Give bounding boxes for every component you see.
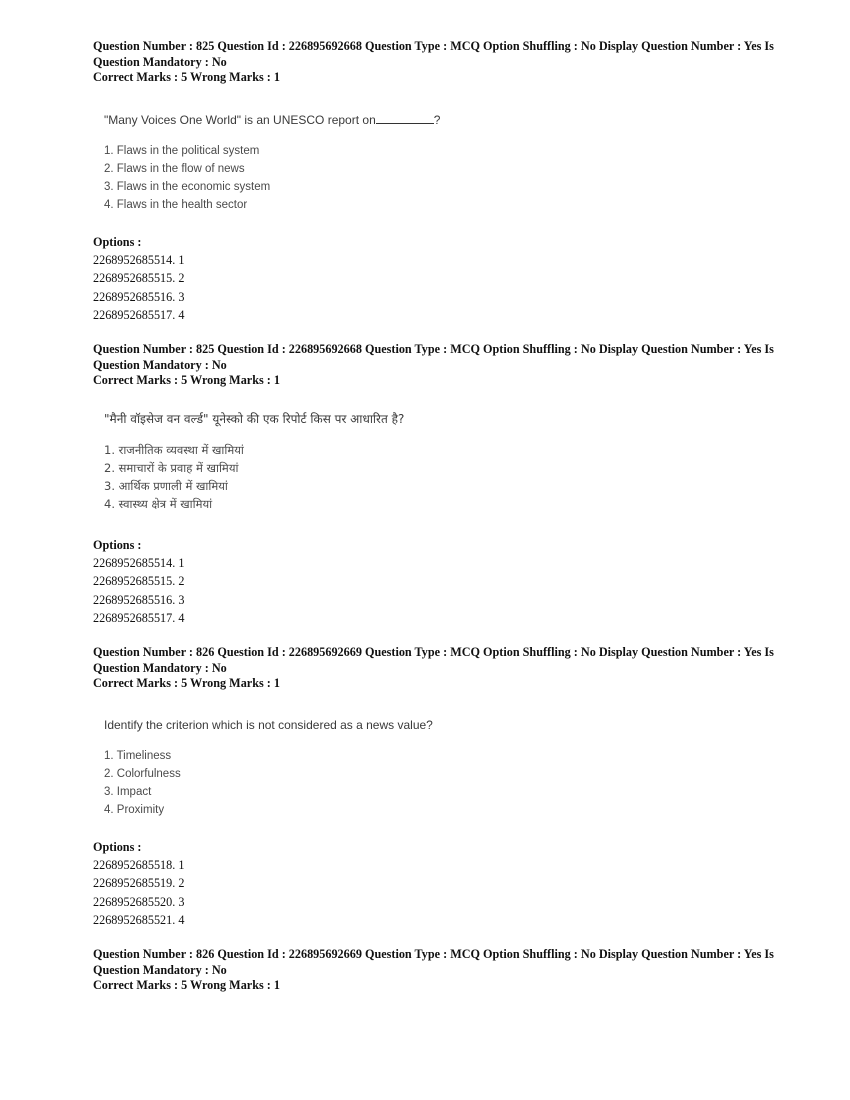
question-mandatory-line: Question Mandatory : No bbox=[93, 54, 227, 69]
options-title: Options : bbox=[93, 840, 142, 854]
question-option: 2. Colorfulness bbox=[104, 768, 181, 780]
question-header bbox=[93, 342, 773, 389]
question-meta-line: Question Number : 825 Question Id : 226895692668 Question Type : MCQ Option Shuffling : No Display Question Number : Yes Is bbox=[93, 39, 774, 53]
question-header bbox=[93, 645, 773, 692]
option-id: 2268952685520. 3 bbox=[93, 894, 185, 909]
question-options-list bbox=[104, 441, 404, 513]
marks-line: Correct Marks : 5 Wrong Marks : 1 bbox=[93, 676, 280, 690]
option-id: 2268952685521. 4 bbox=[93, 912, 185, 927]
question-meta-line: Question Number : 825 Question Id : 226895692668 Question Type : MCQ Option Shuffling : No Display Question Number : Yes Is bbox=[93, 342, 774, 356]
question-option: 1. राजनीतिक व्यवस्था में खामियां bbox=[104, 443, 244, 457]
option-id: 2268952685519. 2 bbox=[93, 876, 185, 891]
question-mandatory-line: Question Mandatory : No bbox=[93, 660, 227, 675]
question-options-list bbox=[104, 142, 440, 214]
question-image bbox=[104, 113, 440, 214]
question-option: 3. आर्थिक प्रणाली में खामियां bbox=[104, 479, 228, 493]
options-section bbox=[93, 838, 184, 929]
question-header bbox=[93, 39, 773, 86]
options-title: Options : bbox=[93, 235, 142, 249]
question-option: 1. Timeliness bbox=[104, 750, 172, 762]
question-header bbox=[93, 947, 773, 994]
question-text: "मैनी वॉइसेज वन वर्ल्ड" यूनेस्को की एक रिपोर्ट किस पर आधारित है? bbox=[104, 412, 405, 426]
answer-blank bbox=[376, 113, 434, 124]
question-mandatory-line: Question Mandatory : No bbox=[93, 357, 227, 372]
question-text: Identify the criterion which is not considered as a news value? bbox=[104, 718, 433, 732]
option-id: 2268952685518. 1 bbox=[93, 858, 185, 873]
question-option: 4. स्वास्थ्य क्षेत्र में खामियां bbox=[104, 497, 213, 511]
question-option: 3. Impact bbox=[104, 786, 152, 798]
option-id: 2268952685514. 1 bbox=[93, 556, 185, 571]
question-image bbox=[104, 718, 433, 819]
marks-line: Correct Marks : 5 Wrong Marks : 1 bbox=[93, 978, 280, 992]
question-text: "Many Voices One World" is an UNESCO report on ? bbox=[104, 113, 441, 127]
options-section bbox=[93, 536, 184, 627]
options-title: Options : bbox=[93, 538, 142, 552]
question-meta-line: Question Number : 826 Question Id : 226895692669 Question Type : MCQ Option Shuffling : No Display Question Number : Yes Is bbox=[93, 947, 774, 961]
question-option: 3. Flaws in the economic system bbox=[104, 181, 271, 193]
option-id: 2268952685517. 4 bbox=[93, 307, 185, 322]
option-id: 2268952685515. 2 bbox=[93, 574, 185, 589]
question-image bbox=[104, 412, 404, 513]
option-id: 2268952685514. 1 bbox=[93, 253, 185, 268]
question-option: 4. Flaws in the health sector bbox=[104, 199, 248, 211]
option-id: 2268952685516. 3 bbox=[93, 289, 185, 304]
option-id: 2268952685515. 2 bbox=[93, 271, 185, 286]
option-id: 2268952685517. 4 bbox=[93, 610, 185, 625]
question-option: 1. Flaws in the political system bbox=[104, 145, 260, 157]
options-section bbox=[93, 233, 184, 324]
question-option: 2. समाचारों के प्रवाह में खामियां bbox=[104, 461, 239, 475]
marks-line: Correct Marks : 5 Wrong Marks : 1 bbox=[93, 70, 280, 84]
question-option: 2. Flaws in the flow of news bbox=[104, 163, 245, 175]
question-mandatory-line: Question Mandatory : No bbox=[93, 962, 227, 977]
question-option: 4. Proximity bbox=[104, 804, 165, 816]
question-options-list bbox=[104, 747, 433, 819]
option-id: 2268952685516. 3 bbox=[93, 592, 185, 607]
marks-line: Correct Marks : 5 Wrong Marks : 1 bbox=[93, 373, 280, 387]
question-meta-line: Question Number : 826 Question Id : 226895692669 Question Type : MCQ Option Shuffling : No Display Question Number : Yes Is bbox=[93, 645, 774, 659]
